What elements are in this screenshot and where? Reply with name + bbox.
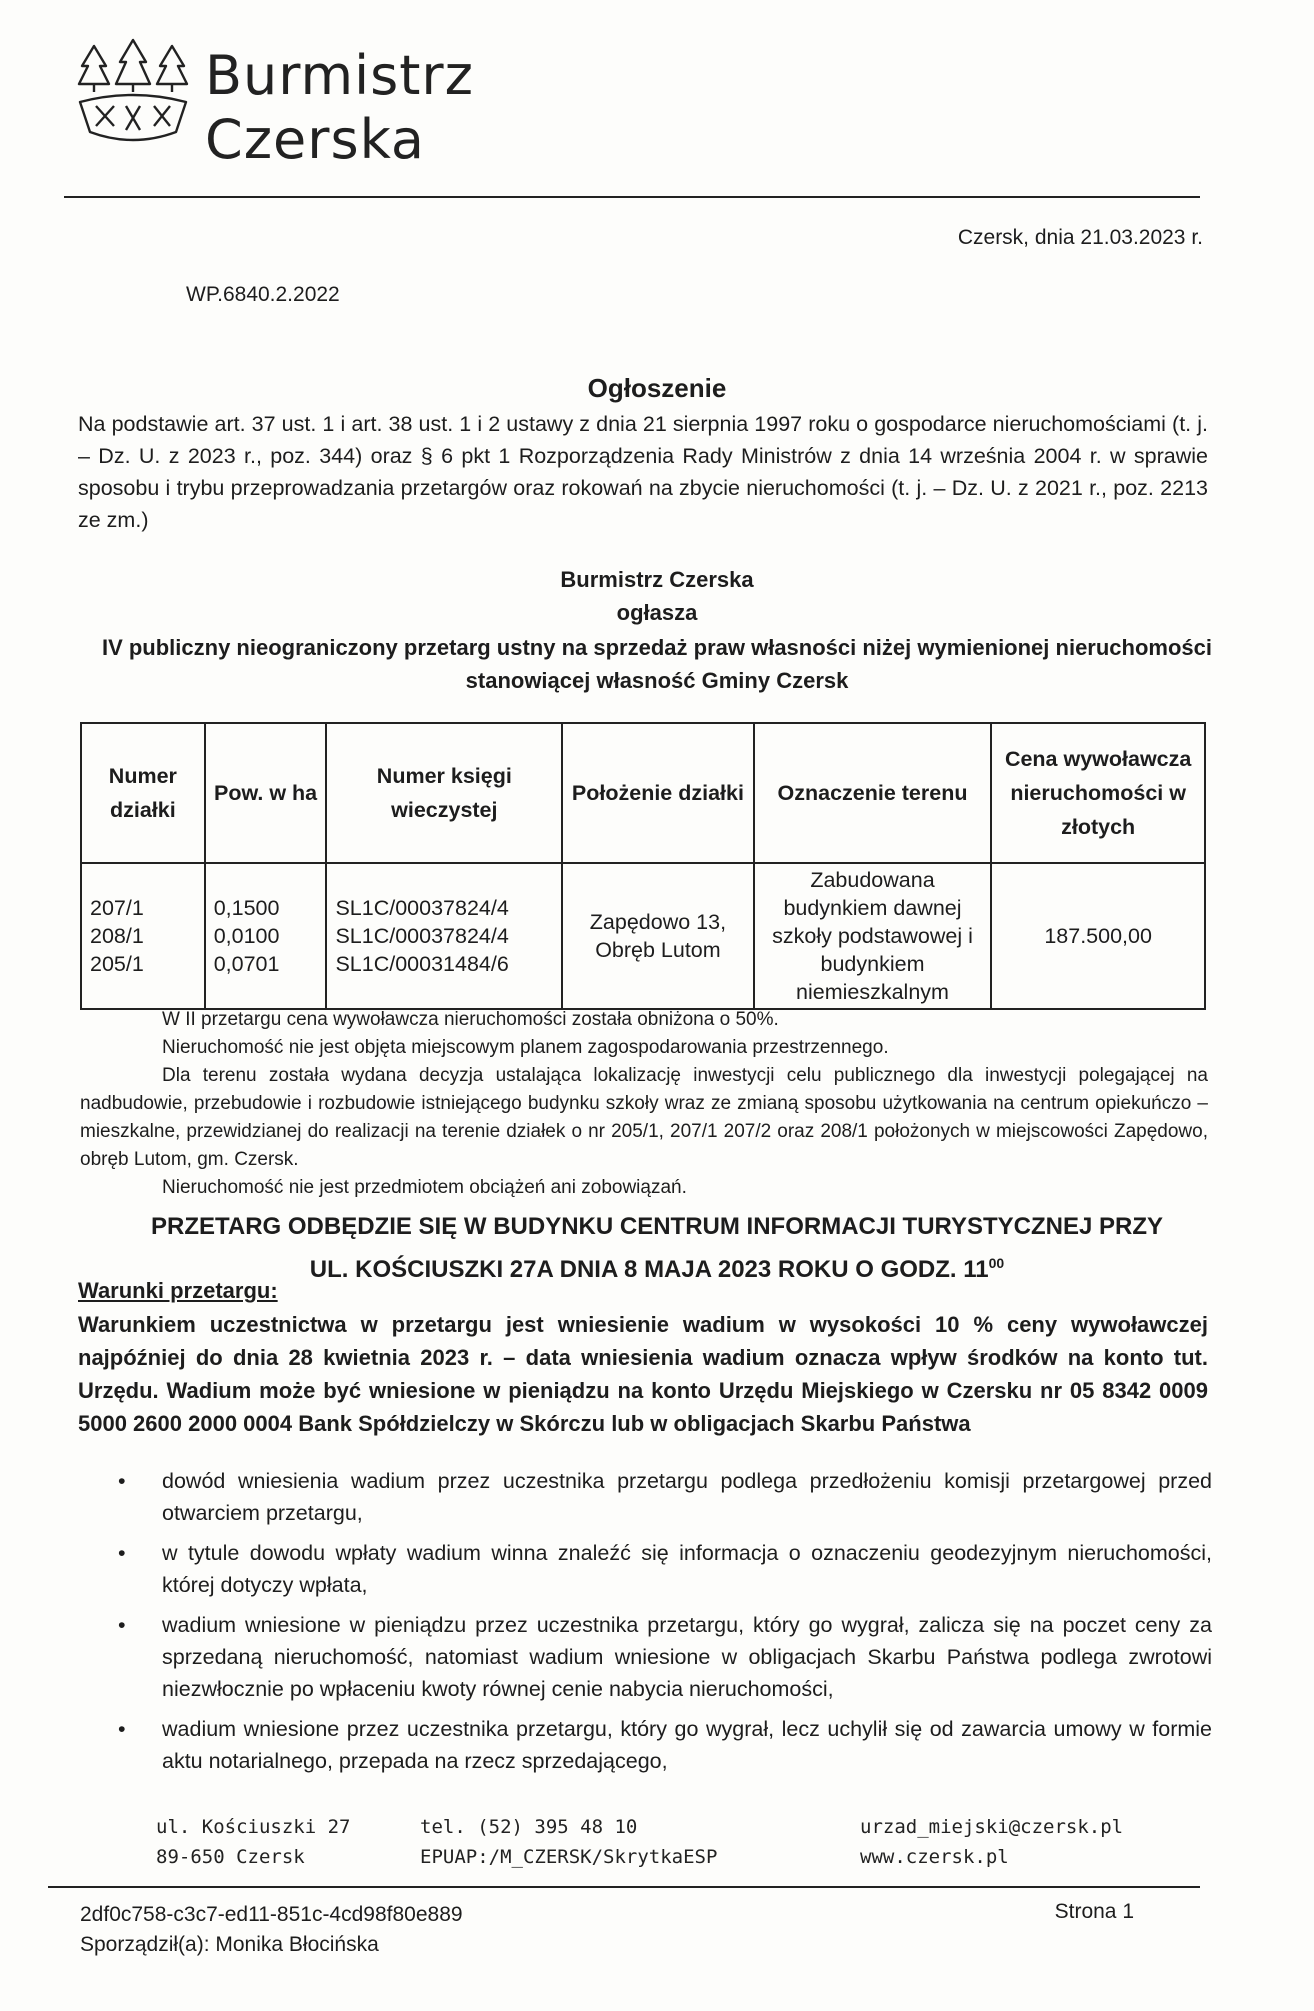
auction-subject: IV publiczny nieograniczony przetarg ustny na sprzedaż praw własności niżej wymienionej nieruchomości stanowiącej własność Gminy Czersk	[101, 635, 1213, 693]
starting-price: 187.500,00	[991, 863, 1205, 1009]
land-registers	[326, 863, 562, 1009]
plot-number: 208/1	[90, 924, 144, 948]
bullet-icon: •	[118, 1469, 126, 1493]
footer-address	[156, 1812, 350, 1872]
footer-phone: tel. (52) 395 48 10	[420, 1816, 638, 1838]
note-zoning-plan: Nieruchomość nie jest objęta miejscowym planem zagospodarowania przestrzennego.	[162, 1037, 889, 1058]
plot-area: 0,0100	[213, 924, 280, 948]
table-header-row	[81, 723, 1205, 863]
land-register: SL1C/00037824/4	[335, 924, 509, 948]
plot-location: Zapędowo 13, Obręb Lutom	[562, 863, 754, 1009]
header-rule	[64, 196, 1200, 198]
list-item-text: wadium wniesione przez uczestnika przetargu, który go wygrał, lecz uchylił się od zawarcia umowy w formie aktu notarialnego, przepada na rzecz sprzedającego,	[162, 1717, 1212, 1773]
announcer	[0, 563, 1314, 629]
list-item	[118, 1713, 1212, 1777]
plot-area: 0,0701	[213, 952, 280, 976]
list-item	[118, 1609, 1212, 1705]
col-header-plot: Numer działki	[81, 723, 205, 863]
property-table	[80, 722, 1206, 1010]
footer-rule	[48, 1886, 1200, 1888]
document-id: 2df0c758-c3c7-ed11-851c-4cd98f80e889	[80, 1903, 463, 1926]
document-meta	[80, 1900, 463, 1960]
note-price-reduction: W II przetargu cena wywoławcza nieruchomości została obniżona o 50%.	[162, 1009, 779, 1030]
page-title: Ogłoszenie	[587, 373, 727, 403]
col-header-area: Pow. w ha	[205, 723, 327, 863]
logo-wordmark	[205, 44, 474, 172]
page-number: Strona 1	[1054, 1900, 1134, 1923]
list-item	[118, 1465, 1212, 1529]
logo-line-1: Burmistrz	[205, 44, 474, 107]
plot-area: 0,1500	[213, 896, 280, 920]
announcer-name: Burmistrz Czerska	[560, 567, 754, 592]
announcer-verb: ogłasza	[616, 600, 698, 625]
land-designation: Zabudowana budynkiem dawnej szkoły podstawowej i budynkiem niemieszkalnym	[754, 863, 992, 1009]
logo-line-2: Czerska	[205, 108, 426, 171]
land-register: SL1C/00031484/6	[335, 952, 509, 976]
col-header-location: Położenie działki	[562, 723, 754, 863]
czersk-logo-icon	[74, 36, 192, 156]
footer-city: 89-650 Czersk	[156, 1846, 305, 1868]
reference-number: WP.6840.2.2022	[186, 283, 340, 306]
document-author: Sporządził(a): Monika Błocińska	[80, 1933, 379, 1956]
list-item	[118, 1537, 1212, 1601]
footer-email: urzad_miejski@czersk.pl	[860, 1816, 1124, 1838]
footer-online	[860, 1812, 1123, 1872]
col-header-land-register: Numer księgi wieczystej	[326, 723, 562, 863]
footer-contact	[420, 1812, 717, 1872]
document-date: Czersk, dnia 21.03.2023 r.	[957, 226, 1203, 249]
plot-numbers	[81, 863, 205, 1009]
conditions-heading: Warunki przetargu:	[78, 1278, 278, 1303]
legal-basis: Na podstawie art. 37 ust. 1 i art. 38 ust. 1 i 2 ustawy z dnia 21 sierpnia 1997 roku o gospodarce nieruchomościami (t. j. – Dz. U. z 2023 r., poz. 344) oraz § 6 pkt 1 Rozporządzenia Rady Ministrów z dnia 14 września 2004 r. w sprawie sposobu i trybu przeprowadzania przetargów oraz rokowań na zbycie nieruchomości (t. j. – Dz. U. z 2021 r., poz. 2213 ze zm.)	[78, 412, 1208, 532]
plot-areas	[205, 863, 327, 1009]
list-item-text: w tytule dowodu wpłaty wadium winna znaleźć się informacja o oznaczeniu geodezyjnym nieruchomości, której dotyczy wpłata,	[162, 1541, 1212, 1597]
bullet-icon: •	[118, 1541, 126, 1565]
list-item-text: dowód wniesienia wadium przez uczestnika przetargu podlega przedłożeniu komisji przetargowej przed otwarciem przetargu,	[162, 1469, 1212, 1525]
bullet-icon: •	[118, 1613, 126, 1637]
note-location-decision: Dla terenu została wydana decyzja ustalająca lokalizację inwestycji celu publicznego dla inwestycji polegającej na nadbudowie, przebudowie i rozbudowie istniejącego budynku szkoły wraz ze zmianą sposobu użytkowania na centrum opiekuńczo – mieszkalne, przewidzianej do realizacji na terenie działek o nr 205/1, 207/1 207/2 oraz 208/1 położonych w miejscowości Zapędowo, obręb Lutom, gm. Czersk.	[80, 1065, 1208, 1170]
auction-venue	[60, 1208, 1254, 1288]
table-row	[81, 863, 1205, 1009]
property-notes	[80, 1006, 1208, 1202]
conditions-text: Warunkiem uczestnictwa w przetargu jest wniesienie wadium w wysokości 10 % ceny wywoławczej najpóźniej do dnia 28 kwietnia 2023 r. – data wniesienia wadium oznacza wpływ środków na konto tut. Urzędu. Wadium może być wniesione w pieniądzu na konto Urzędu Miejskiego w Czersku nr 05 8342 0009 5000 2600 2000 0004 Bank Spółdzielczy w Skórczu lub w obligacjach Skarbu Państwa	[78, 1312, 1208, 1436]
footer-street: ul. Kościuszki 27	[156, 1816, 351, 1838]
list-item-text: wadium wniesione w pieniądzu przez uczestnika przetargu, który go wygrał, zalicza się na poczet ceny za sprzedaną nieruchomość, natomiast wadium wniesione w obligacjach Skarbu Państwa podlega zwrotowi niezwłocznie po wpłaceniu kwoty równej cenie nabycia nieruchomości,	[162, 1613, 1212, 1701]
footer-website: www.czersk.pl	[860, 1846, 1009, 1868]
venue-time: UL. KOŚCIUSZKI 27A DNIA 8 MAJA 2023 ROKU O GODZ. 11	[309, 1256, 989, 1283]
plot-number: 207/1	[90, 896, 144, 920]
col-header-price: Cena wywoławcza nieruchomości w złotych	[991, 723, 1205, 863]
conditions-list	[118, 1465, 1212, 1785]
plot-number: 205/1	[90, 952, 144, 976]
note-encumbrances: Nieruchomość nie jest przedmiotem obciążeń ani zobowiązań.	[162, 1177, 687, 1198]
land-register: SL1C/00037824/4	[335, 896, 509, 920]
bullet-icon: •	[118, 1717, 126, 1741]
footer-epuap: EPUAP:/M_CZERSK/SkrytkaESP	[420, 1846, 718, 1868]
venue-line-1: PRZETARG ODBĘDZIE SIĘ W BUDYNKU CENTRUM INFORMACJI TURYSTYCZNEJ PRZY	[150, 1213, 1164, 1240]
venue-time-minutes: 00	[988, 1255, 1005, 1271]
col-header-designation: Oznaczenie terenu	[754, 723, 992, 863]
